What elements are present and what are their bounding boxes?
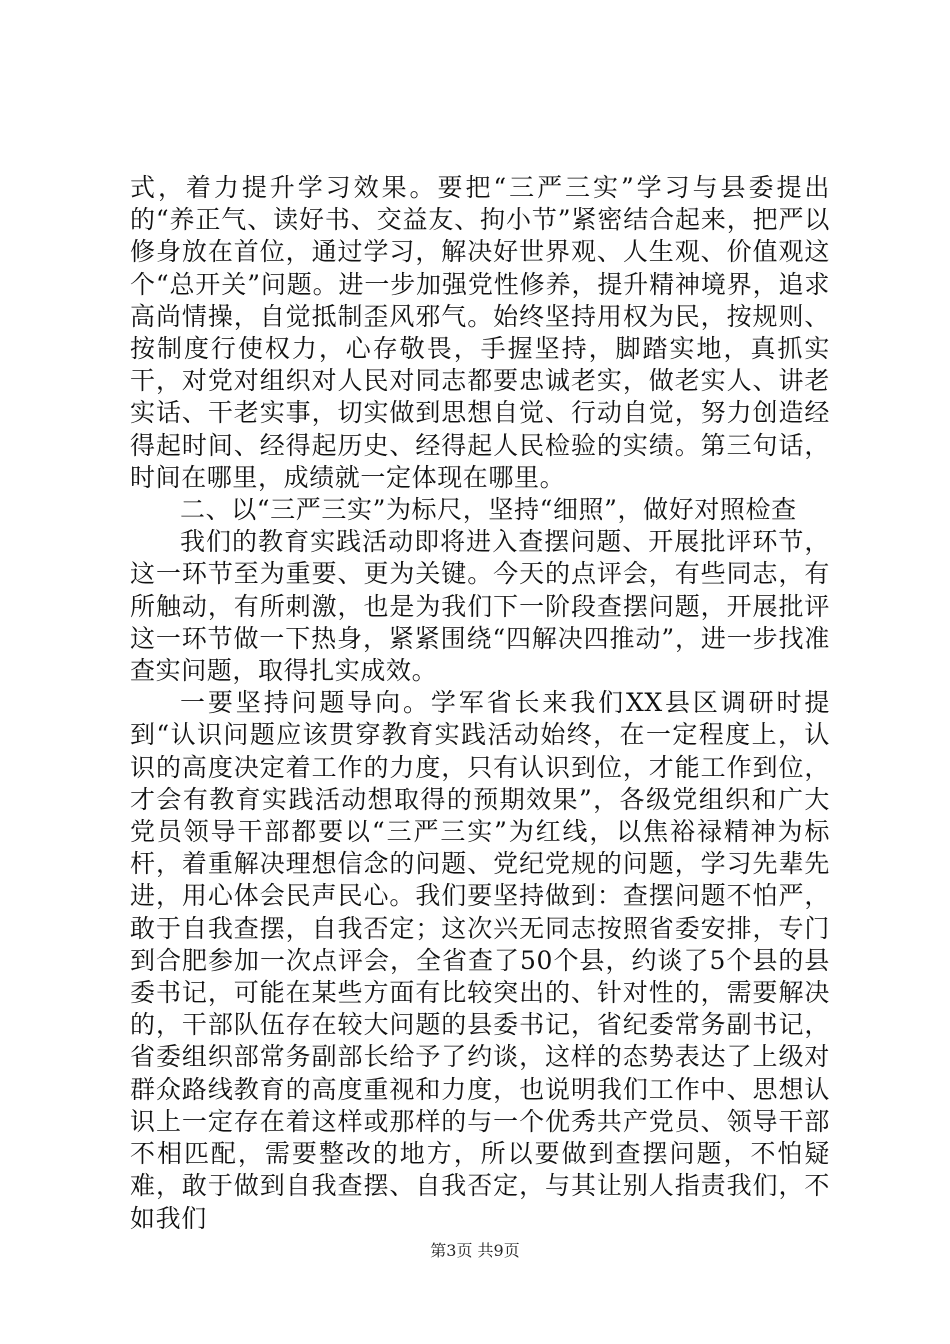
paragraph-3: 我们的教育实践活动即将进入查摆问题、开展批评环节，这一环节至为重要、更为关键。今天的点评会，有些同志，有所触动，有所刺激，也是为我们下一阶段查摆问题，开展批评这一环节做一下热身，紧紧围绕“四解决四推动”，进一步找准查实问题，取得扎实成效。	[130, 527, 830, 686]
paragraph-4: 一要坚持问题导向。学军省长来我们XX县区调研时提到“认识问题应该贯穿教育实践活动始终，在一定程度上，认识的高度决定着工作的力度，只有认识到位，才能工作到位，才会有教育实践活动想取得的预期效果”，各级党组织和广大党员领导干部都要以“三严三实”为红线，以焦裕禄精神为标杆，着重解决理想信念的问题、党纪党规的问题，学习先辈先进，用心体会民声民心。我们要坚持做到：查摆问题不怕严，敢于自我查摆，自我否定；这次兴无同志按照省委安排，专门到合肥参加一次点评会，全省查了50个县，约谈了5个县的县委书记，可能在某些方面有比较突出的、针对性的，需要解决的，干部队伍存在较大问题的县委书记，省纪委常务副书记，省委组织部常务副部长给予了约谈，这样的态势表达了上级对群众路线教育的高度重视和力度，也说明我们工作中、思想认识上一定存在着这样或那样的与一个优秀共产党员、领导干部不相匹配，需要整改的地方，所以要做到查摆问题，不怕疑难，敢于做到自我查摆、自我否定，与其让别人指责我们，不如我们	[130, 688, 830, 1233]
section-heading-2: 二、以“三严三实”为标尺，坚持“细照”，做好对照检查	[180, 495, 797, 525]
body-text	[130, 172, 830, 1235]
page-footer: 第3页 共9页	[430, 1241, 520, 1260]
paragraph-1: 式，着力提升学习效果。要把“三严三实”学习与县委提出的“养正气、读好书、交益友、拘小节”紧密结合起来，把严以修身放在首位，通过学习，解决好世界观、人生观、价值观这个“总开关”问题。进一步加强党性修养，提升精神境界，追求高尚情操，自觉抵制歪风邪气。始终坚持用权为民，按规则、按制度行使权力，心存敬畏，手握坚持，脚踏实地，真抓实干，对党对组织对人民对同志都要忠诚老实，做老实人、讲老实话、干老实事，切实做到思想自觉、行动自觉，努力创造经得起时间、经得起历史、经得起人民检验的实绩。第三句话，时间在哪里，成绩就一定体现在哪里。	[130, 173, 830, 492]
